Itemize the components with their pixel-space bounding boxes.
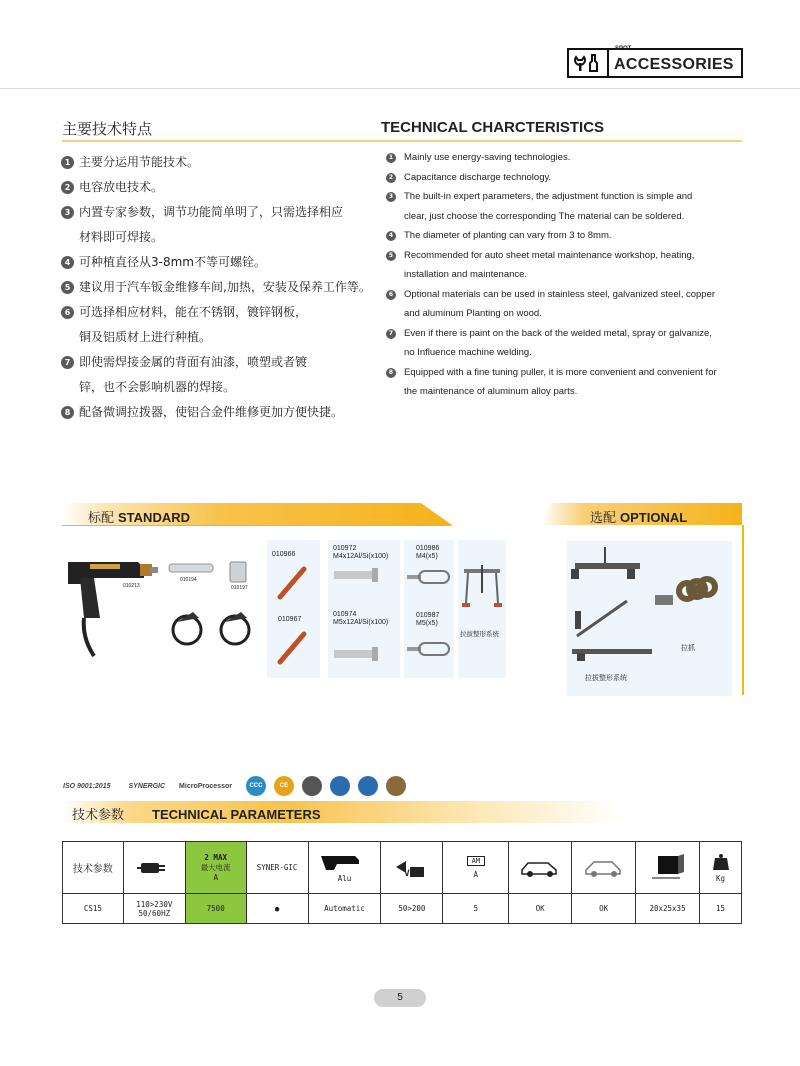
feature-cn-6: 6 可选择相应材料，能在不锈钢，镀锌钢板， xyxy=(61,300,381,325)
feature-en-3-cont: clear, just choose the corresponding The material can be soldered. xyxy=(404,210,685,222)
item-010972: 010972 xyxy=(333,545,357,552)
stud-rod-image xyxy=(167,560,215,576)
gun-code: 010213 xyxy=(123,583,140,589)
features-title-en: TECHNICAL CHARCTERISTICS xyxy=(381,119,605,136)
feature-en-3: 3 The built-in expert parameters, the adjustment function is simple and xyxy=(386,187,758,207)
features-rule xyxy=(62,140,742,142)
ccc-icon: CCC xyxy=(246,776,266,796)
feature-cn-3: 3 内置专家参数，调节功能简单明了，只需选择相应 xyxy=(61,200,381,225)
features-title-cn: 主要技术特点 xyxy=(62,120,153,138)
part-code-010197: 010197 xyxy=(231,585,248,591)
feature-en-5: 5 Recommended for auto sheet metal maintenance workshop, heating, xyxy=(386,246,758,266)
stud-icon xyxy=(386,776,406,796)
gun-icon xyxy=(319,852,369,872)
item-010967: 010967 xyxy=(278,616,302,623)
feature-en-6: 6 Optional materials can be used in stainless steel, galvanized steel, copper xyxy=(386,285,758,305)
feature-cn-6-cont: 铜及铝质材上进行种植。 xyxy=(79,330,212,344)
3mm-icon xyxy=(330,776,350,796)
item-010987: 010987 xyxy=(416,612,440,619)
part-code-010194: 010194 xyxy=(180,577,197,583)
feature-cn-7-cont: 锌，也不会影响机器的焊接。 xyxy=(79,380,236,394)
header-voltage: V xyxy=(381,842,443,894)
optional-tools-image xyxy=(567,541,732,696)
optional-caption-right: 拉抓 xyxy=(681,645,695,652)
car-hatch-icon xyxy=(572,842,636,894)
cell-model: CS15 xyxy=(63,894,124,924)
item-010972-spec: M4x12Al/Si(x100) xyxy=(333,553,389,560)
optional-rule xyxy=(742,525,744,695)
feature-en-5-cont: installation and maintenance. xyxy=(404,269,528,280)
weight-icon xyxy=(711,852,731,872)
header-rule xyxy=(0,88,800,89)
page-number: 5 xyxy=(374,989,426,1007)
pull-ring-m5-image xyxy=(405,640,453,658)
cell-max-current: 7500 xyxy=(185,894,246,924)
item-010974: 010974 xyxy=(333,611,357,618)
1mm-icon xyxy=(358,776,378,796)
item-010974-spec: M5x12Al/Si(x100) xyxy=(333,619,389,626)
synergic-logo: SYNERGIC xyxy=(128,782,166,790)
standard-label: 标配 STANDARD xyxy=(88,510,190,526)
electrode-010967-image xyxy=(272,628,312,668)
table-header-row xyxy=(63,842,742,894)
feature-en-7: 7 Even if there is paint on the back of the welded metal, spray or galvanize, xyxy=(386,324,758,344)
brand-icon xyxy=(302,776,322,796)
dimensions-icon xyxy=(636,842,700,894)
cell-hatch: OK xyxy=(572,894,636,924)
header-am: AM A xyxy=(443,842,509,894)
cell-sedan: OK xyxy=(509,894,572,924)
cell-alu: Automatic xyxy=(308,894,381,924)
car-sedan-icon xyxy=(509,842,572,894)
header-alu: Alu xyxy=(308,842,381,894)
table-row xyxy=(63,894,742,924)
feature-cn-3-cont: 材料即可焊接。 xyxy=(79,230,164,244)
header-synergic: SYNER-GIC xyxy=(246,842,308,894)
puller-caption: 拉拔整形系统 xyxy=(460,631,499,638)
header-weight: Kg xyxy=(700,842,742,894)
features-list-en xyxy=(386,148,758,402)
cell-synergic: ● xyxy=(246,894,308,924)
badge-small-label: SPOT xyxy=(615,46,632,52)
feature-en-8: 8 Equipped with a fine tuning puller, it is more convenient and convenient for xyxy=(386,363,758,383)
electrode-010966-image xyxy=(272,563,312,603)
voltage-icon xyxy=(392,857,432,881)
item-010986-spec: M4(x5) xyxy=(416,553,438,560)
header-max-current: 2 MAX 最大电流 A xyxy=(185,842,246,894)
item-010986: 010986 xyxy=(416,545,440,552)
plug-icon xyxy=(123,842,185,894)
cell-voltage: 50>200 xyxy=(381,894,443,924)
cell-am: 5 xyxy=(443,894,509,924)
accessories-badge xyxy=(567,48,743,78)
feature-cn-2: 2 电容放电技术。 xyxy=(61,175,381,200)
cell-weight: 15 xyxy=(700,894,742,924)
ground-clamps-image xyxy=(165,608,260,653)
feature-en-4: 4 The diameter of planting can vary from 3 to 8mm. xyxy=(386,226,758,246)
feature-en-6-cont: and aluminum Planting on wood. xyxy=(404,308,542,319)
feature-en-8-cont: the maintenance of aluminum alloy parts. xyxy=(404,386,578,397)
feature-cn-1: 1 主要分运用节能技术。 xyxy=(61,150,381,175)
cell-input: 110>230V 50/60HZ xyxy=(123,894,185,924)
puller-image xyxy=(460,563,504,613)
item-010987-spec: M5(x5) xyxy=(416,620,438,627)
pull-ring-m4-image xyxy=(405,568,453,586)
feature-cn-7: 7 即使需焊接金属的背面有油漆，喷塑或者镀 xyxy=(61,350,381,375)
stud-m5-image xyxy=(332,647,382,661)
cell-dimensions: 20x25x35 xyxy=(636,894,700,924)
optional-label: 选配 OPTIONAL xyxy=(590,510,688,526)
feature-en-2: 2 Capacitance discharge technology. xyxy=(386,168,758,188)
iso-logo: ISO 9001:2015 xyxy=(63,782,111,790)
item-010966: 010966 xyxy=(272,551,296,558)
badge-title: ACCESSORIES xyxy=(614,56,734,73)
optional-caption-left: 拉拔整形系统 xyxy=(585,675,627,682)
header-params: 技术参数 xyxy=(63,842,124,894)
welding-gun-image xyxy=(62,548,162,658)
feature-en-7-cont: no Influence machine welding. xyxy=(404,347,532,358)
features-list-cn xyxy=(61,150,381,425)
feature-cn-8: 8 配备微调拉拨器，使铝合金件维修更加方便快捷。 xyxy=(61,400,381,425)
ce-icon: CE xyxy=(274,776,294,796)
collet-image xyxy=(227,560,249,584)
microprocessor-logo: MicroProcessor xyxy=(179,782,232,790)
feature-en-1: 1 Mainly use energy-saving technologies. xyxy=(386,148,758,168)
wrench-icon xyxy=(569,50,609,76)
feature-cn-5: 5 建议用于汽车钣金维修车间,加热，安装及保养工作等。 xyxy=(61,275,381,300)
parameters-label: 技术参数 TECHNICAL PARAMETERS xyxy=(72,807,321,823)
parameters-table xyxy=(62,841,742,924)
feature-cn-4: 4 可种植直径从3-8mm不等可螺铨。 xyxy=(61,250,381,275)
stud-m4-image xyxy=(332,568,382,582)
certification-logos xyxy=(63,776,406,796)
